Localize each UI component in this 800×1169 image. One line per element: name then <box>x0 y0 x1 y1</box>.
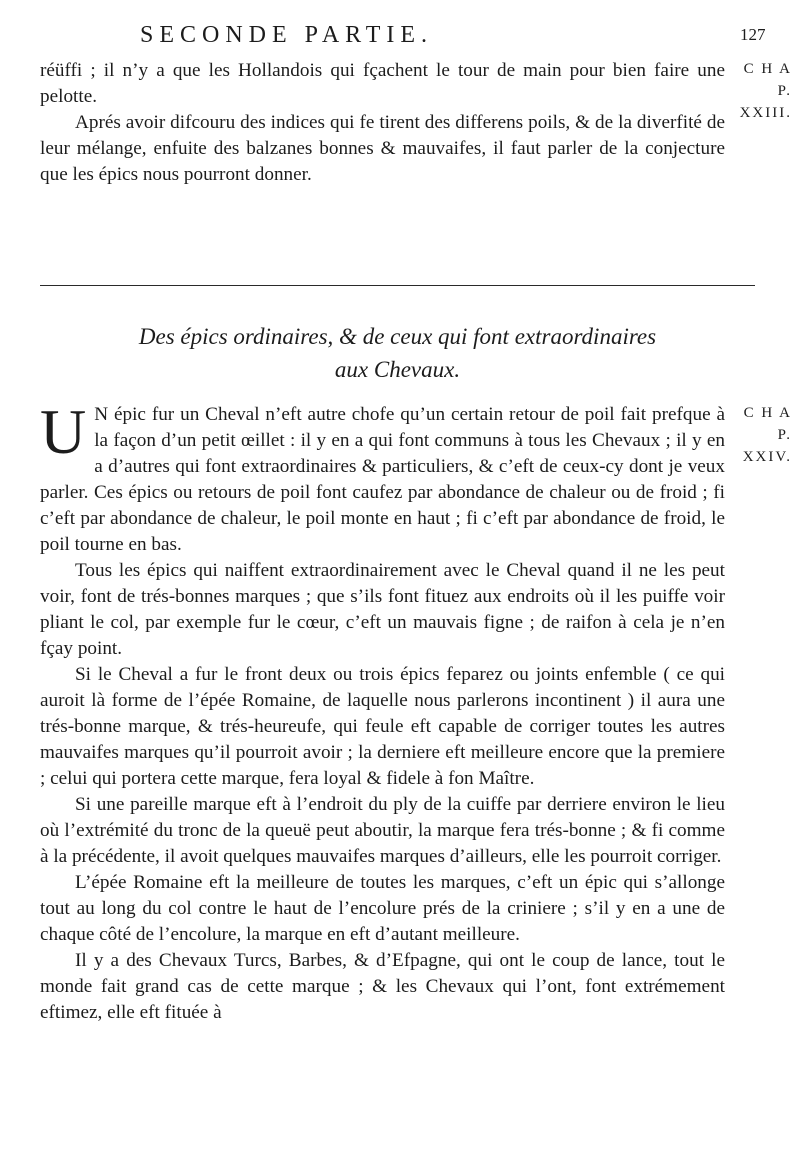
paragraph-4: Si une pareille marque eft à l’endroit du ply de la cuiffe par derriere environ le lieu où l’extrémité du tronc de la queuë peut aboutir, la marque fera trés-bonne ; & fi comme à la précédente, il avoit quelques mauvaifes marques d’ailleurs, elle les pourroit corriger. <box>40 794 725 867</box>
section-body <box>40 396 725 1026</box>
section-title-line-1: Des épics ordinaires, & de ceux qui font extraordinaires <box>138 324 657 349</box>
paragraph-6: Il y a des Chevaux Turcs, Barbes, & d’Efpagne, qui ont le coup de lance, tout le monde fait grand cas de cette marque ; & les Chevaux qui l’ont, font extrémement eftimez, elle eft fituée à <box>40 950 725 1023</box>
paragraph-5: L’épée Romaine eft la meilleure de toutes les marques, c’eft un épic qui s’allonge tout au long du col contre le haut de l’encolure prés de la criniere ; s’il y en a une de chaque côté de l’encolure, la marque en eft d’autant meilleure. <box>40 872 725 945</box>
margin-note-chapter-23: C H A P. XXIII. <box>739 61 792 121</box>
opening-paragraph: Aprés avoir difcouru des indices qui fe tirent des differens poils, & de la diverfité de leur mélange, enfuite des balzanes bonnes & mauvaifes, il faut parler de la conjecture que les épics nous pourront donner. <box>40 112 725 185</box>
drop-cap: U <box>40 396 87 467</box>
section-title <box>40 320 755 386</box>
paragraph-1-text: N épic fur un Cheval n’eft autre chofe qu’un certain retour de poil fait prefque à la façon d’un petit œillet : il y en a qui font communs à tous les Chevaux ; il y en a d’autres qui font extraordinaires & particuliers, & c’eft de ceux-cy dont je veux parler. Ces épics ou retours de poil font caufez par abondance de chaleur ou de froid ; fi c’eft par abondance de chaleur, le poil monte en haut ; fi c’eft par abondance de froid, le poil tourne en bas. <box>40 404 725 555</box>
running-head: SECONDE PARTIE. <box>140 22 434 48</box>
section-divider <box>40 285 755 286</box>
paragraph-1 <box>40 396 725 558</box>
page-number: 127 <box>740 25 766 44</box>
paragraph-3: Si le Cheval a fur le front deux ou trois épics feparez ou joints enfemble ( ce qui auroit là forme de l’épée Romaine, de laquelle nous parlerons incontinent ) il aura une trés-bonne marque, & trés-heureufe, qui feule eft capable de corriger toutes les autres mauvaifes marques qu’il pourroit avoir ; la derniere eft meilleure encore que la premiere ; celui qui portera cette marque, fera loyal & fidele à fon Maître. <box>40 664 725 789</box>
opening-text <box>40 58 725 188</box>
paragraph-2: Tous les épics qui naiffent extraordinairement avec le Cheval quand il ne les peut voir, font de trés-bonnes marques ; que s’ils font fituez aux endroits où il les puiffe voir pliant le col, par exemple fur le cœur, c’eft un mauvais figne ; de raifon à cela je n’en fçay point. <box>40 560 725 659</box>
margin-note-chapter-24: C H A P. XXIV. <box>742 405 792 465</box>
section-title-line-2: aux Chevaux. <box>334 357 461 382</box>
opening-line-1: réüffi ; il n’y a que les Hollandois qui fçachent le tour de main pour bien faire une pelotte. <box>40 60 725 107</box>
